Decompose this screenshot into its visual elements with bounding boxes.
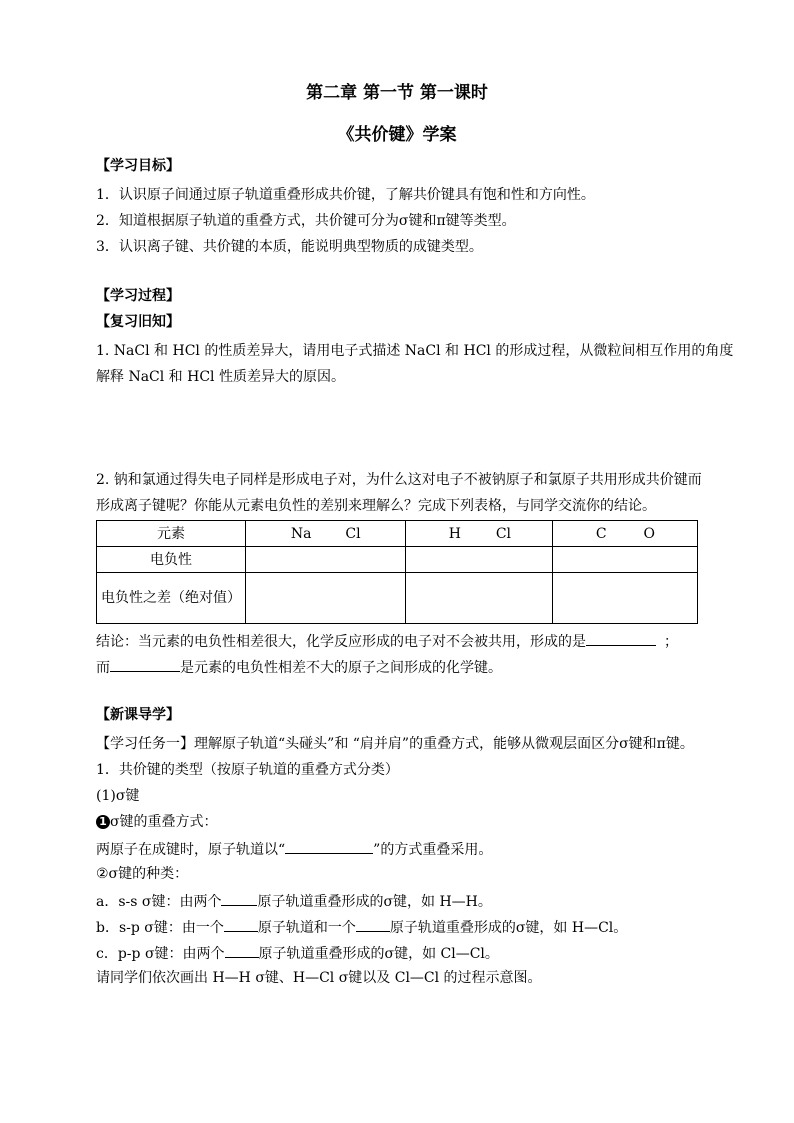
conclusion-text: 而 (96, 660, 110, 676)
pp-sigma-line (96, 943, 499, 963)
pair-element: O (643, 525, 655, 542)
sp-text: 原子轨道重叠形成的σ键，如 H—Cl。 (389, 920, 628, 936)
draw-instruction: 请同学们依次画出 H—H σ键、H—Cl σ键以及 Cl—Cl 的过程示意图。 (96, 970, 542, 986)
overlap-mode-line (96, 813, 218, 831)
pair-element: Na (290, 525, 312, 542)
sp-text: 原子轨道和一个 (257, 920, 356, 936)
fill-blank[interactable] (110, 657, 180, 672)
row-label-electronegativity: 电负性 (97, 547, 246, 573)
table-row (97, 573, 698, 624)
pair-element: H (448, 525, 461, 542)
item-1-heading: 1．共价键的类型（按原子轨道的重叠方式分类） (96, 762, 399, 778)
overlap-text: ”的方式重叠采用。 (373, 842, 493, 858)
row-label-element: 元素 (97, 521, 246, 547)
overlap-label: σ键的重叠方式： (110, 814, 218, 830)
review-heading: 【复习旧知】 (96, 314, 180, 330)
ss-sigma-line (96, 891, 492, 911)
pp-text: c．p-p σ键：由两个 (96, 946, 225, 962)
task-1-label: 【学习任务一】 (96, 736, 194, 752)
table-row (97, 547, 698, 573)
conclusion-line-1 (96, 631, 678, 651)
pp-text: 原子轨道重叠形成的σ键，如 Cl—Cl。 (258, 946, 499, 962)
task-1-line (96, 735, 694, 753)
table-row (97, 521, 698, 547)
question-1-line-1: 1. NaCl 和 HCl 的性质差异大，请用电子式描述 NaCl 和 HCl 的形成过程，从微粒间相互作用的角度 (96, 343, 734, 359)
pair-element: Cl (345, 525, 361, 542)
question-2-line-2: 形成离子键呢？你能从元素电负性的差别来理解么？完成下列表格，与同学交流你的结论。 (96, 498, 656, 514)
fill-blank[interactable] (356, 917, 390, 932)
ss-text: a．s-s σ键：由两个 (96, 894, 222, 910)
fill-blank[interactable] (225, 943, 259, 958)
objectives-heading: 【学习目标】 (96, 158, 180, 174)
sigma-kinds-heading: ②σ键的种类： (96, 866, 189, 882)
fill-blank[interactable] (586, 631, 656, 646)
answer-cell[interactable] (406, 547, 553, 573)
conclusion-text: ； (664, 634, 678, 650)
pair-na-cl (246, 521, 406, 547)
question-2-line-1: 2. 钠和氯通过得失电子同样是形成电子对，为什么这对电子不被钠原子和氯原子共用形成共价键而 (96, 472, 702, 488)
circled-number-icon: 1 (96, 815, 110, 829)
fill-blank[interactable] (224, 917, 258, 932)
process-heading: 【学习过程】 (96, 288, 180, 304)
objective-item-3: 3．认识离子键、共价键的本质，能说明典型物质的成键类型。 (96, 239, 483, 255)
answer-cell[interactable] (553, 547, 698, 573)
pair-c-o (553, 521, 698, 547)
answer-cell[interactable] (246, 547, 406, 573)
sp-text: b．s-p σ键：由一个 (96, 920, 224, 936)
overlap-description (96, 839, 492, 859)
sigma-bond-heading: (1)σ键 (96, 788, 140, 804)
objective-item-2: 2．知道根据原子轨道的重叠方式，共价键可分为σ键和π键等类型。 (96, 213, 516, 229)
page-title: 第二章 第一节 第一课时 (306, 83, 488, 103)
conclusion-text: 结论：当元素的电负性相差很大，化学反应形成的电子对不会被共用，形成的是 (96, 634, 586, 650)
electronegativity-table (96, 520, 698, 624)
ss-text: 原子轨道重叠形成的σ键，如 H—H。 (257, 894, 492, 910)
sp-sigma-line (96, 917, 627, 937)
task-1-text: 理解原子轨道“头碰头”和 “肩并肩”的重叠方式，能够从微观层面区分σ键和π键。 (194, 736, 694, 752)
pair-element: Cl (495, 525, 512, 542)
answer-cell[interactable] (406, 573, 553, 624)
objective-item-1: 1．认识原子间通过原子轨道重叠形成共价键，了解共价键具有饱和性和方向性。 (96, 187, 595, 203)
new-lesson-heading: 【新课导学】 (96, 707, 180, 723)
conclusion-line-2 (96, 657, 502, 677)
pair-element: C (595, 525, 607, 542)
row-label-difference: 电负性之差（绝对值） (97, 573, 246, 624)
fill-blank[interactable] (221, 891, 257, 906)
fill-blank[interactable] (285, 839, 373, 854)
conclusion-text: 是元素的电负性相差不大的原子之间形成的化学键。 (180, 660, 502, 676)
answer-cell[interactable] (246, 573, 406, 624)
overlap-text: 两原子在成键时，原子轨道以“ (96, 842, 286, 858)
answer-cell[interactable] (553, 573, 698, 624)
pair-h-cl (406, 521, 553, 547)
question-1-line-2: 解释 NaCl 和 HCl 性质差异大的原因。 (96, 369, 345, 385)
page-subtitle: 《共价键》学案 (337, 125, 457, 145)
